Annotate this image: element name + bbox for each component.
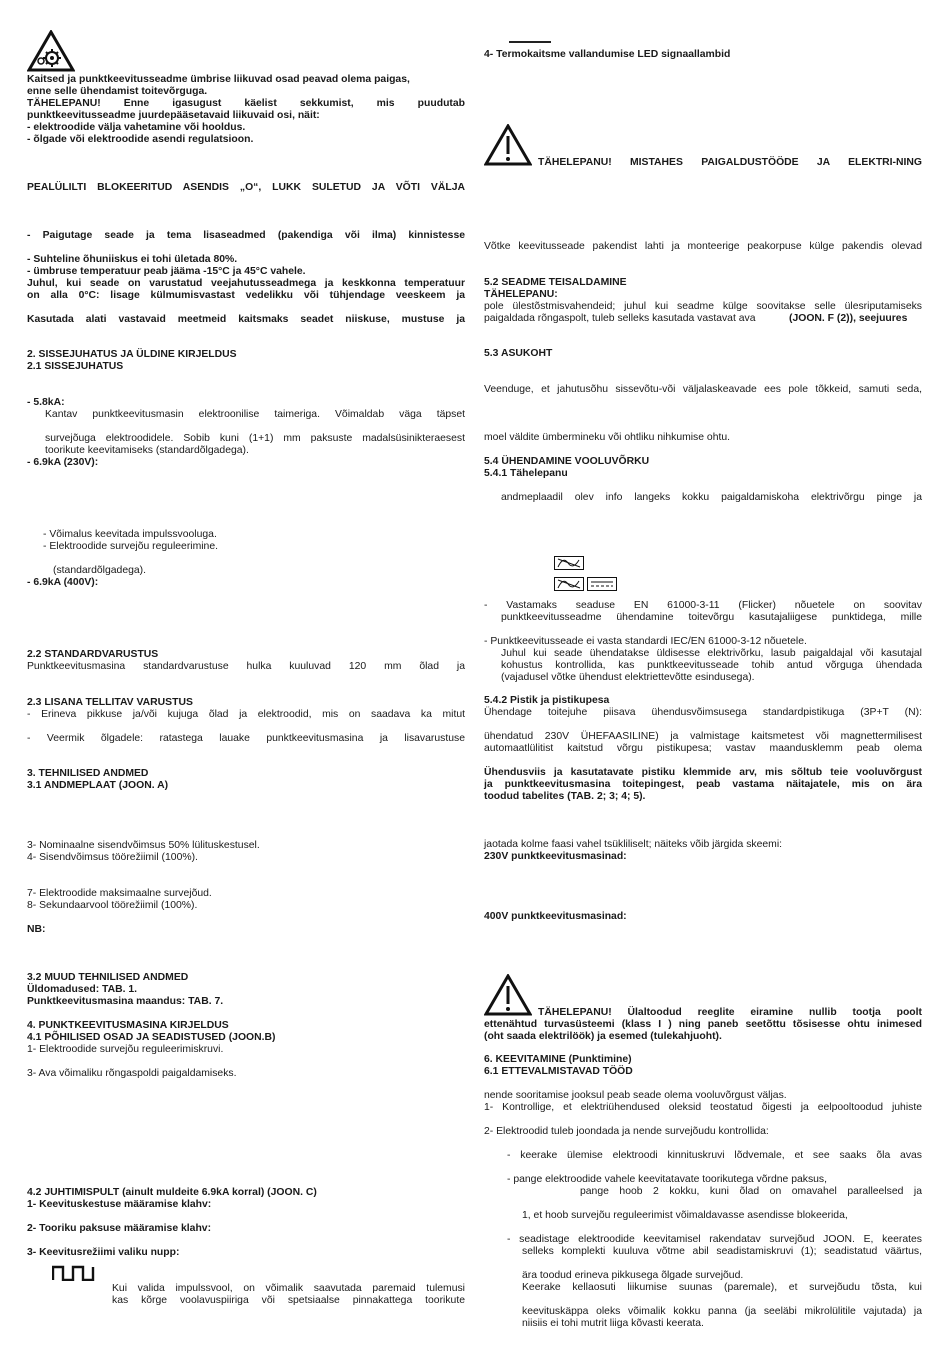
- placement-line-2: - Suhteline õhuniiskus ei tohi ületada 80%.: [27, 254, 238, 265]
- section-5-3-line-1: Veenduge, et jahutusõhu sissevõtu-või väljalaskeavade ees pole tõkkeid, samuti seda,: [484, 384, 922, 395]
- prep-substep-3-line-5: niisiis ei tohi mutrit liiga kõvasti keerata.: [522, 1318, 704, 1329]
- placement-line-3: - ümbruse temperatuur peab jääma -15°C ja 45°C vahele.: [27, 266, 306, 277]
- prep-step-1: 1- Kontrollige, et elektriühendused oleksid teostatud õigesti ja eelpooltoodud juhiste: [484, 1102, 922, 1113]
- intro-item-1: - elektroodide välja vahetamine või hooldus.: [27, 122, 246, 133]
- led-item: 4- Termokaitsme vallandumise LED signaallambid: [484, 49, 731, 60]
- section-2-1-title: 2.1 SISSEJUHATUS: [27, 361, 124, 372]
- warning-2-line-3: (oht saada elektrilöök) ja esemed (tulekahjuoht).: [484, 1031, 722, 1042]
- phase-text: jaotada kolme faasi vahel tsükliliselt; näiteks võib järgida skeemi:: [484, 839, 783, 850]
- intro-item-2: - õlgade või elektroodide asendi regulatsioon.: [27, 134, 254, 145]
- warning-2-line-1: TÄHELEPANU! Ülaltoodud reeglite eiramine nullib tootja poolt: [538, 1007, 922, 1018]
- section-3-2-line-2: Punktkeevitusmasina maandus: TAB. 7.: [27, 996, 224, 1007]
- control-item-2: 2- Tooriku paksuse määramise klahv:: [27, 1223, 212, 1234]
- warning-icon: [484, 974, 532, 1016]
- plate-item-8: 8- Sekundaarvool töörežiimil (100%).: [27, 900, 198, 911]
- prep-substep-3-line-2: ära toodud erineva pikkusega õlgade survejõud.: [522, 1270, 744, 1281]
- prep-substep-3-cont: selleks komplekti kuuluva võtme abil seadistamiskruvi (1); seadistatud väärtus,: [522, 1246, 922, 1257]
- section-4-title: 4. PUNKTKEEVITUSMASINA KIRJELDUS: [27, 1020, 229, 1031]
- section-3-title: 3. TEHNILISED ANDMED: [27, 768, 149, 779]
- section-5-4-2-line-1: Ühendage toitejuhe piisava ühendusvõimsusega standardpistikuga (3P+T (N):: [484, 707, 922, 718]
- section-5-4-2-bold-2: ja punktkeevitusmasina toitepingest, peab vastama näitajatele, mis on ära: [484, 779, 922, 790]
- section-2-2-title: 2.2 STANDARDVARUSTUS: [27, 649, 159, 660]
- pulse-text-1: Kui valida impulssvool, on võimalik saavutada paremaid tulemusi: [112, 1283, 465, 1294]
- iec-line-1: - Punktkeevitusseade ei vasta standardi IEC/EN 61000-3-12 nõuetele.: [484, 636, 807, 647]
- section-5-3-title: 5.3 ASUKOHT: [484, 348, 553, 359]
- section-3-2-title: 3.2 MUUD TEHNILISED ANDMED: [27, 972, 189, 983]
- intro-line-3: TÄHELEPANU! Enne igasugust käelist sekkumist, mis puudutab: [27, 98, 465, 109]
- prep-substep-2-cont: pange hoob 2 kokku, kuni õlad on omavahel paralleelsed ja: [580, 1186, 922, 1197]
- section-5-4-2-bold-3: toodud tabelites (TAB. 2; 3; 4; 5).: [484, 791, 646, 802]
- placement-line-6: Kasutada alati vastavaid meetmeid kaitsmaks seadet niiskuse, mustuse ja: [27, 314, 465, 325]
- section-2-2-text: Punktkeevitusmasina standardvarustuse hulka kuuluvad 120 mm õlad ja: [27, 661, 465, 672]
- v400-label: 400V punktkeevitusmasinad:: [484, 911, 627, 922]
- warning-icon: [484, 124, 532, 166]
- prep-substep-3-line-4: keevituskäppa oleks võimalik kokku panna (ja seeläbi mikrolülitile vajutada) ja: [522, 1306, 922, 1317]
- model-58ka-line-2: survejõuga elektroodidele. Sobib kuni (1+1) mm paksuste madalsüsinikteraesest: [45, 433, 465, 444]
- section-2-title: 2. SISSEJUHATUS JA ÜLDINE KIRJELDUS: [27, 349, 237, 360]
- section-5-4-2-line-3: automaatlülitist kaitstud võrgu pistikupesa; vastav maandusklemm peab olema: [484, 743, 922, 754]
- section-6-1-title: 6.1 ETTEVALMISTAVAD TÖÖD: [484, 1066, 633, 1077]
- model-69ka-feature-3: (standardõlgadega).: [53, 565, 147, 576]
- section-5-4-1-title: 5.4.1 Tähelepanu: [484, 468, 568, 479]
- plate-item-4: 4- Sisendvõimsus töörežiimil (100%).: [27, 852, 198, 863]
- model-69ka-230-label: - 6.9kA (230V):: [27, 457, 99, 468]
- section-6-title: 6. KEEVITAMINE (Punktimine): [484, 1054, 632, 1065]
- placement-line-4: Juhul, kui seade on varustatud veejahutusseadmega ja keskkonna temperatuur: [27, 278, 465, 289]
- placement-line-5: on alla 0°C: lisage külmumisvastast vedelikku või tühjendage veeskeem ja: [27, 290, 465, 301]
- model-69ka-feature-2: - Elektroodide survejõu reguleerimine.: [43, 541, 218, 552]
- intro-line-1: Kaitsed ja punktkeevitusseadme ümbrise liikuvad osad peavad olema paigas,: [27, 74, 410, 85]
- plate-item-3: 3- Nominaalne sisendvõimsus 50% lülituskestusel.: [27, 840, 260, 851]
- iec-line-4: (vajadusel võtke ühendust elektriettevõtte esindusega).: [501, 672, 755, 683]
- led-indicator-bar: [509, 41, 551, 43]
- warning-1-text: TÄHELEPANU! MISTAHES PAIGALDUSTÖÖDE JA ELEKTRI-NING: [538, 157, 922, 168]
- section-4-1-item-3: 3- Ava võimaliku rõngaspoldi paigaldamiseks.: [27, 1068, 237, 1079]
- model-69ka-feature-1: - Võimalus keevitada impulssvooluga.: [43, 529, 217, 540]
- section-5-4-1-text: andmeplaadil olev info langeks kokku paigaldamiskoha elektrivõrgu pinge ja: [501, 492, 922, 503]
- model-58ka-line-1: Kantav punktkeevitusmasin elektroonilise taimeriga. Võimaldab väga täpset: [45, 409, 465, 420]
- iec-line-3: kohustus kontrollida, kas punktkeevitusseade tohib antud võrguga ühendada: [501, 660, 922, 671]
- section-5-2-line-1: pole ülestõstmisvahendeid; juhul kui seadme külge soovitakse selle ülesriputamiseks: [484, 301, 922, 312]
- prep-step-2: 2- Elektroodid tuleb joondada ja nende survejõudu kontrollida:: [484, 1126, 769, 1137]
- section-3-2-line-1: Üldomadused: TAB. 1.: [27, 984, 138, 995]
- section-5-3-line-2: moel väldite ümbermineku või ohtliku nihkumise ohtu.: [484, 432, 731, 443]
- ac-supply-symbol-icon: [554, 556, 584, 570]
- prep-substep-2: - pange elektroodide vahele keevitatavate toorikutega võrdne paksus,: [507, 1174, 828, 1185]
- prep-substep-1: - keerake ülemise elektroodi kinnituskruvi lõdvemale, et see saaks õla avas: [507, 1150, 922, 1161]
- section-5-2-line-2: paigaldada rõngaspolt, tuleb selleks kasutada vastavat ava: [484, 313, 756, 324]
- unpack-text: Võtke keevitusseade pakendist lahti ja monteerige peakorpuse külge pakendis olevad: [484, 241, 922, 252]
- intro-line-2: enne selle ühendamist toitevõrguga.: [27, 86, 208, 97]
- pulse-text-2: kas kõrge voolavuspiiriga või spetsiaalse pinnakattega toorikute: [112, 1295, 465, 1306]
- prep-substep-3-line-3: Keerake kellaosuti liikumise suunas (paremale), et survejõudu tõsta, kui: [522, 1282, 922, 1293]
- model-69ka-400-label: - 6.9kA (400V):: [27, 577, 99, 588]
- dc-supply-symbol-icon: [587, 577, 617, 591]
- iec-line-2: Juhul kui seade ühendatakse üldisesse elektrivõrku, lasub paigaldajal või kasutajal: [501, 648, 922, 659]
- moving-parts-warning-icon: [27, 30, 75, 72]
- lock-notice: PEALÜLILTI BLOKEERITUD ASENDIS „O“, LUKK SULETUD JA VÕTI VÄLJA: [27, 182, 465, 193]
- prep-line-1: nende sooritamise jooksul peab seade olema vooluvõrgust väljas.: [484, 1090, 787, 1101]
- section-5-2-warning: TÄHELEPANU:: [484, 289, 558, 300]
- section-5-2-bold: (JOON. F (2)), seejuures: [789, 313, 908, 324]
- model-58ka-label: - 5.8kA:: [27, 397, 65, 408]
- nb-label: NB:: [27, 924, 46, 935]
- section-5-4-2-line-2: ühendatud 230V ÜHEFAASILINE) ja valmistage kaitsmetest või magnettermilisest: [484, 731, 922, 742]
- intro-line-4: punktkeevitusseadme juurdepääsetavaid liikuvaid osi, näit:: [27, 110, 320, 121]
- flicker-line-2: punktkeevitusseadme ühendamine toitevõrgu kasutajaliigese punktidega, mille: [501, 612, 922, 623]
- model-58ka-line-3: toorikute keevitamiseks (standardõlgadega).: [45, 445, 249, 456]
- v230-label: 230V punktkeevitusmasinad:: [484, 851, 627, 862]
- section-4-1-title: 4.1 PÕHILISED OSAD JA SEADISTUSED (JOON.B): [27, 1032, 276, 1043]
- section-3-1-title: 3.1 ANDMEPLAAT (JOON. A): [27, 780, 169, 791]
- section-2-3-item-1: - Erineva pikkuse ja/või kujuga õlad ja elektroodid, mis on saadava ka mitut: [27, 709, 465, 720]
- warning-2-line-2: ettenähtud turvasüsteemi (klass I ) ning paneb seetõttu tõsisesse ohtu inimesed: [484, 1019, 922, 1030]
- section-5-2-title: 5.2 SEADME TEISALDAMINE: [484, 277, 627, 288]
- pulse-current-icon: [52, 1265, 96, 1281]
- section-5-4-2-title: 5.4.2 Pistik ja pistikupesa: [484, 695, 610, 706]
- section-2-3-item-2: - Veermik õlgadele: ratastega lauake punktkeevitusmasina ja lisavarustuse: [27, 733, 465, 744]
- prep-substep-3: - seadistage elektroodide keevitamisel rakendatav survejõud JOON. E, keerates: [507, 1234, 922, 1245]
- ac-supply-symbol-icon: [554, 577, 584, 591]
- prep-substep-2-end: 1, et hoob survejõu reguleerimist võimaldavasse asendisse blokeerida,: [522, 1210, 848, 1221]
- placement-line-1: - Paigutage seade ja tema lisaseadmed (pakendiga või ilma) kinnistesse: [27, 230, 465, 241]
- section-5-4-title: 5.4 ÜHENDAMINE VOOLUVÕRKU: [484, 456, 650, 467]
- section-4-1-item-1: 1- Elektroodide survejõu reguleerimiskruvi.: [27, 1044, 224, 1055]
- control-item-1: 1- Keevituskestuse määramise klahv:: [27, 1199, 212, 1210]
- flicker-line-1: - Vastamaks seaduse EN 61000-3-11 (Flicker) nõuetele on soovitav: [484, 600, 922, 611]
- section-2-3-title: 2.3 LISANA TELLITAV VARUSTUS: [27, 697, 193, 708]
- section-5-4-2-bold-1: Ühendusviis ja kasutatavate pistiku klemmide arv, mis sõltub teie vooluvõrgust: [484, 767, 922, 778]
- control-item-3: 3- Keevitusrežiimi valiku nupp:: [27, 1247, 180, 1258]
- section-4-2-title: 4.2 JUHTIMISPULT (ainult muldeite 6.9kA korral) (JOON. C): [27, 1187, 317, 1198]
- plate-item-7: 7- Elektroodide maksimaalne survejõud.: [27, 888, 212, 899]
